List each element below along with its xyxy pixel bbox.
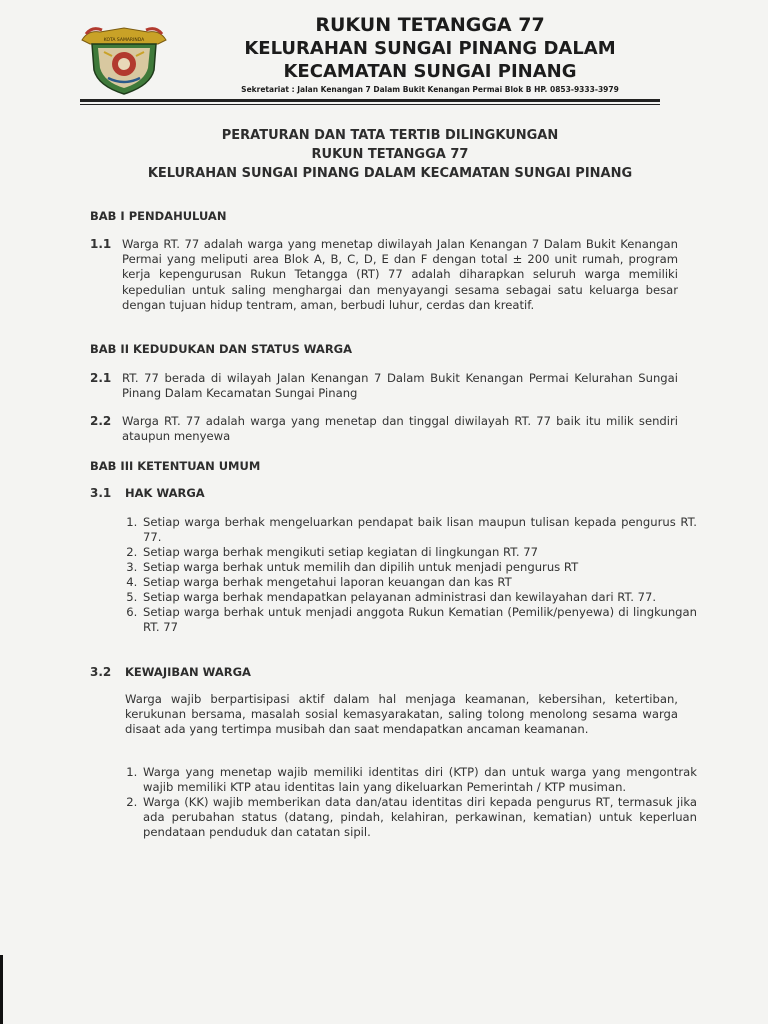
list-item: 2. Setiap warga berhak mengikuti setiap kegiatan di lingkungan RT. 77 [141, 545, 697, 560]
letterhead-kelurahan: KELURAHAN SUNGAI PINANG DALAM [244, 38, 616, 59]
list-item: 4. Setiap warga berhak mengetahui laporan keuangan dan kas RT [141, 575, 697, 590]
item-text: Warga RT. 77 adalah warga yang menetap diwilayah Jalan Kenangan 7 Dalam Bukit Kenangan Permai yang meliputi area Blok A, B, C, D, E dan F dengan total ± 200 unit rumah, program kerja kepengurusan Rukun Tetangga (RT) 77 adalah diharapkan seluruh warga memiliki kepedulian untuk saling menghargai dan menyayangi sesama sebagai satu keluarga besar dengan tujuan hidup tentram, aman, berbudi luhur, cerdas dan kreatif. [122, 237, 678, 312]
letterhead-rule-thick [80, 99, 660, 102]
list-item: 2. Warga (KK) wajib memberikan data dan/atau identitas diri kepada pengurus RT, termasuk jika ada perubahan status (datang, pindah, kelahiran, perkawinan, kematian) untuk keperluan pendataan penduduk dan catatan sipil. [141, 795, 697, 840]
city-emblem-logo [78, 22, 170, 96]
letterhead-address: Sekretariat : Jalan Kenangan 7 Dalam Bukit Kenangan Permai Blok B HP. 0853-9333-3979 [241, 85, 619, 94]
document-title-line2: RUKUN TETANGGA 77 [311, 147, 469, 162]
item-text: RT. 77 berada di wilayah Jalan Kenangan 7 Dalam Bukit Kenangan Permai Kelurahan Sungai Pinang Dalam Kecamatan Sungai Pinang [122, 371, 678, 401]
kewajiban-warga-heading: KEWAJIBAN WARGA [125, 665, 251, 679]
hak-warga-list [124, 515, 697, 635]
hak-warga-heading: HAK WARGA [125, 486, 205, 500]
letterhead-kecamatan: KECAMATAN SUNGAI PINANG [283, 61, 577, 82]
list-item: 6. Setiap warga berhak untuk menjadi anggota Rukun Kematian (Pemilik/penyewa) di lingkungan RT. 77 [141, 605, 697, 635]
list-item: 1. Warga yang menetap wajib memiliki identitas diri (KTP) dan untuk warga yang mengontrak wajib memiliki KTP atau identitas lain yang dikeluarkan Pemerintah / KTP musiman. [141, 765, 697, 795]
section-number: 3.1 [90, 486, 112, 500]
bab3-heading: BAB III KETENTUAN UMUM [90, 459, 261, 473]
document-title-line1: PERATURAN DAN TATA TERTIB DILINGKUNGAN [221, 128, 559, 143]
letterhead-rt: RUKUN TETANGGA 77 [315, 14, 545, 36]
bab1-heading: BAB I PENDAHULUAN [90, 209, 227, 223]
list-item: 1. Setiap warga berhak mengeluarkan pendapat baik lisan maupun tulisan kepada pengurus RT. 77. [141, 515, 697, 545]
section-number: 3.2 [90, 665, 112, 679]
kewajiban-warga-list [124, 765, 697, 840]
logo-text: KOTA SAMARINDA [103, 38, 145, 43]
scan-edge-mark [0, 955, 3, 1024]
item-number: 1.1 [90, 237, 112, 251]
kewajiban-intro: Warga wajib berpartisipasi aktif dalam hal menjaga keamanan, kebersihan, ketertiban, kerukunan bersama, masalah sosial kemasyarakatan, saling tolong menolong sesama warga disaat ada yang tertimpa musibah dan saat mendapatkan ancaman keamanan. [125, 692, 678, 737]
letterhead-rule-thin [80, 104, 660, 105]
item-text: Warga RT. 77 adalah warga yang menetap dan tinggal diwilayah RT. 77 baik itu milik sendiri ataupun menyewa [122, 414, 678, 444]
list-item: 5. Setiap warga berhak mendapatkan pelayanan administrasi dan kewilayahan dari RT. 77. [141, 590, 697, 605]
item-number: 2.1 [90, 371, 112, 385]
list-item: 3. Setiap warga berhak untuk memilih dan dipilih untuk menjadi pengurus RT [141, 560, 697, 575]
bab2-heading: BAB II KEDUDUKAN DAN STATUS WARGA [90, 342, 353, 356]
document-title-line3: KELURAHAN SUNGAI PINANG DALAM KECAMATAN SUNGAI PINANG [147, 166, 633, 181]
item-number: 2.2 [90, 414, 112, 428]
